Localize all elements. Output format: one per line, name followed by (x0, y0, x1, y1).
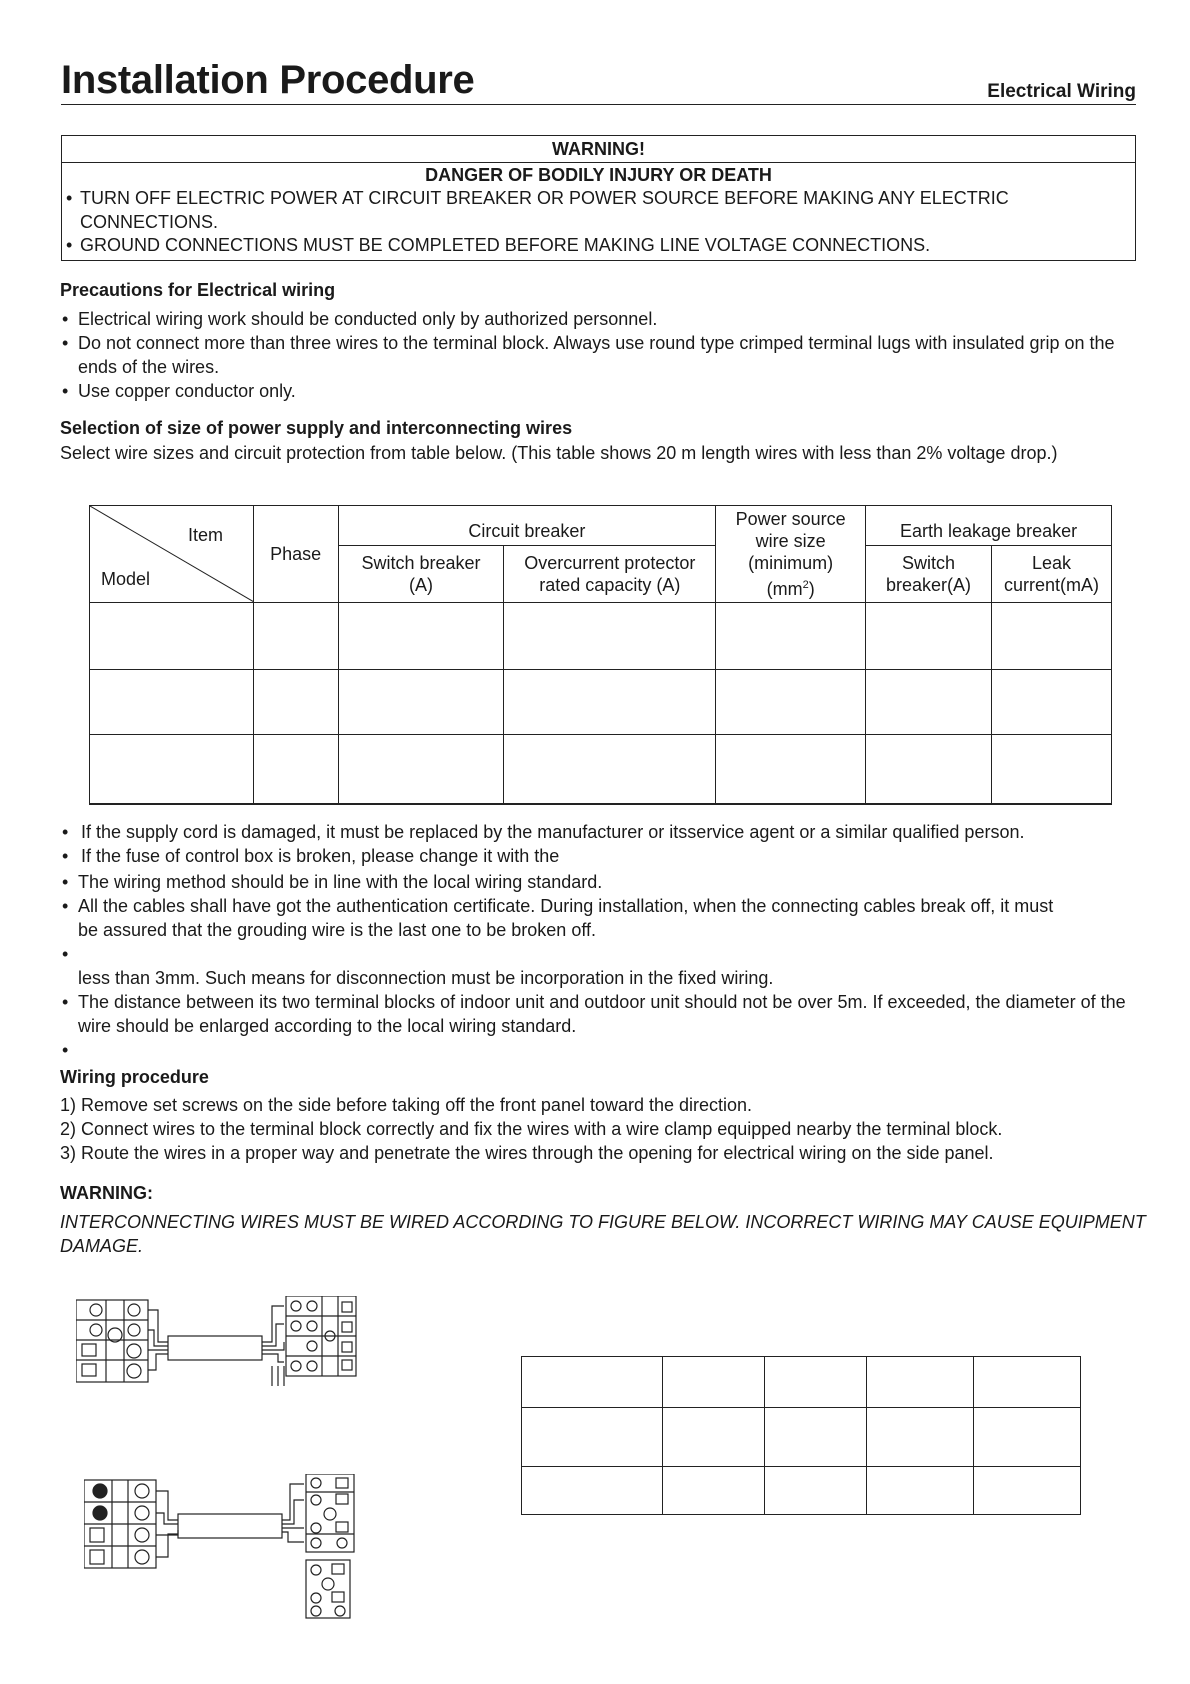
wiring-steps (60, 1093, 1150, 1165)
warning-item: • TURN OFF ELECTRIC POWER AT CIRCUIT BREAKER OR POWER SOURCE BEFORE MAKING ANY ELECTRIC CONNECTIONS. (66, 187, 1135, 234)
cell-phase (253, 603, 338, 670)
warning-list (62, 187, 1135, 258)
warning2-text: INTERCONNECTING WIRES MUST BE WIRED ACCORDING TO FIGURE BELOW. INCORRECT WIRING MAY CAUSE EQUIPMENT DAMAGE. (60, 1212, 1146, 1256)
table-cell (867, 1357, 974, 1408)
wiring-diagram-2 (84, 1474, 374, 1624)
power-source-line: Power source (735, 509, 846, 529)
precaution-item: • Electrical wiring work should be conducted only by authorized personnel. (60, 307, 1140, 331)
wiring-procedure-heading: Wiring procedure (60, 1067, 209, 1087)
power-source-header (716, 506, 866, 603)
cell-switch-breaker (338, 603, 504, 670)
cell-model (90, 670, 254, 735)
warning-item: • GROUND CONNECTIONS MUST BE COMPLETED BEFORE MAKING LINE VOLTAGE CONNECTIONS. (66, 234, 1135, 258)
table-cell (867, 1467, 974, 1515)
el-switch-header: Switch breaker(A) (866, 546, 992, 603)
cell-wire-size (716, 735, 866, 804)
table-row (90, 670, 1112, 735)
cell-model (90, 735, 254, 804)
cell-el-leak (992, 735, 1112, 804)
warning-title: WARNING! (62, 136, 1135, 163)
note-item: • If the supply cord is damaged, it must be replaced by the manufacturer or itsservice agent or a similar qualified person. (60, 820, 1145, 844)
selection-intro: Select wire sizes and circuit protection from table below. (This table shows 20 m length wires with less than 2% voltage drop.) (60, 443, 1058, 463)
note-item: • The distance between its two terminal blocks of indoor unit and outdoor unit should not be over 5m. If exceeded, the diameter of the wire should be enlarged according to the local wiring standard. (60, 990, 1145, 1038)
table-row (522, 1467, 1081, 1515)
note-continuation: less than 3mm. Such means for disconnection must be incorporation in the fixed wiring. (78, 968, 774, 988)
cell-el-switch (866, 735, 992, 804)
corner-header (90, 506, 254, 603)
precautions-list (60, 307, 1140, 403)
page-title: Installation Procedure (61, 58, 475, 102)
phase-header: Phase (253, 506, 338, 603)
precaution-item: • Do not connect more than three wires to the terminal block. Always use round type crimped terminal lugs with insulated grip on the ends of the wires. (60, 331, 1140, 379)
corner-model-label: Model (101, 569, 151, 589)
wiring-step: 2) Connect wires to the terminal block correctly and fix the wires with a wire clamp equipped nearby the terminal block. (60, 1119, 1003, 1139)
table-cell (522, 1357, 663, 1408)
table-cell (974, 1467, 1081, 1515)
power-source-line: wire size (755, 531, 826, 551)
table-cell (867, 1408, 974, 1467)
el-leak-header: Leak current(mA) (992, 546, 1112, 603)
precautions-heading: Precautions for Electrical wiring (60, 280, 336, 300)
cell-phase (253, 670, 338, 735)
table-row (90, 735, 1112, 804)
table-cell (662, 1467, 764, 1515)
table-row (90, 603, 1112, 670)
section-title: Electrical Wiring (987, 81, 1136, 102)
header-rule (61, 104, 1136, 105)
earth-leakage-header: Earth leakage breaker (866, 506, 1112, 546)
wiring-step: 1) Remove set screws on the side before taking off the front panel toward the direction. (60, 1095, 753, 1115)
circuit-breaker-header: Circuit breaker (338, 506, 716, 546)
overcurrent-header: Overcurrent protector rated capacity (A) (504, 546, 716, 603)
precaution-item: • Use copper conductor only. (60, 379, 1140, 403)
table-row (522, 1408, 1081, 1467)
power-source-line: (minimum) (748, 553, 834, 573)
switch-breaker-header: Switch breaker (A) (338, 546, 504, 603)
cell-el-leak (992, 670, 1112, 735)
warning2-heading: WARNING: (60, 1183, 153, 1203)
warning-box (61, 135, 1136, 261)
cell-el-leak (992, 603, 1112, 670)
note-item: • All the cables shall have got the authentication certificate. During installation, when the connecting cables break off, it must be assured that the grouding wire is the last one to be broken off. (60, 894, 1068, 942)
cell-phase (253, 735, 338, 804)
notes-list (60, 820, 1145, 1062)
cell-el-switch (866, 603, 992, 670)
selection-heading: Selection of size of power supply and interconnecting wires (60, 418, 573, 438)
table-cell (974, 1357, 1081, 1408)
corner-item-label: Item (188, 525, 224, 545)
cell-el-switch (866, 670, 992, 735)
wire-spec-table (521, 1356, 1081, 1515)
power-source-unit: $(mm^2)$ (766, 579, 815, 599)
note-item (60, 1038, 1145, 1062)
table-cell (974, 1408, 1081, 1467)
cell-overcurrent (504, 670, 716, 735)
wiring-diagram-1 (76, 1296, 381, 1396)
note-item (60, 942, 1145, 966)
note-item: • If the fuse of control box is broken, please change it with the (60, 844, 1145, 868)
table-row (522, 1357, 1081, 1408)
wire-size-table (89, 505, 1112, 805)
cell-overcurrent (504, 603, 716, 670)
note-item: • The wiring method should be in line with the local wiring standard. (60, 870, 1145, 894)
table-cell (764, 1357, 867, 1408)
table-cell (522, 1408, 663, 1467)
cell-switch-breaker (338, 735, 504, 804)
table-cell (764, 1408, 867, 1467)
cell-wire-size (716, 670, 866, 735)
cell-overcurrent (504, 735, 716, 804)
cell-wire-size (716, 603, 866, 670)
cell-switch-breaker (338, 670, 504, 735)
cell-model (90, 603, 254, 670)
warning-subtitle: DANGER OF BODILY INJURY OR DEATH (425, 165, 772, 185)
table-cell (662, 1408, 764, 1467)
wiring-step: 3) Route the wires in a proper way and penetrate the wires through the opening for electrical wiring on the side panel. (60, 1143, 994, 1163)
table-cell (764, 1467, 867, 1515)
table-cell (662, 1357, 764, 1408)
table-cell (522, 1467, 663, 1515)
